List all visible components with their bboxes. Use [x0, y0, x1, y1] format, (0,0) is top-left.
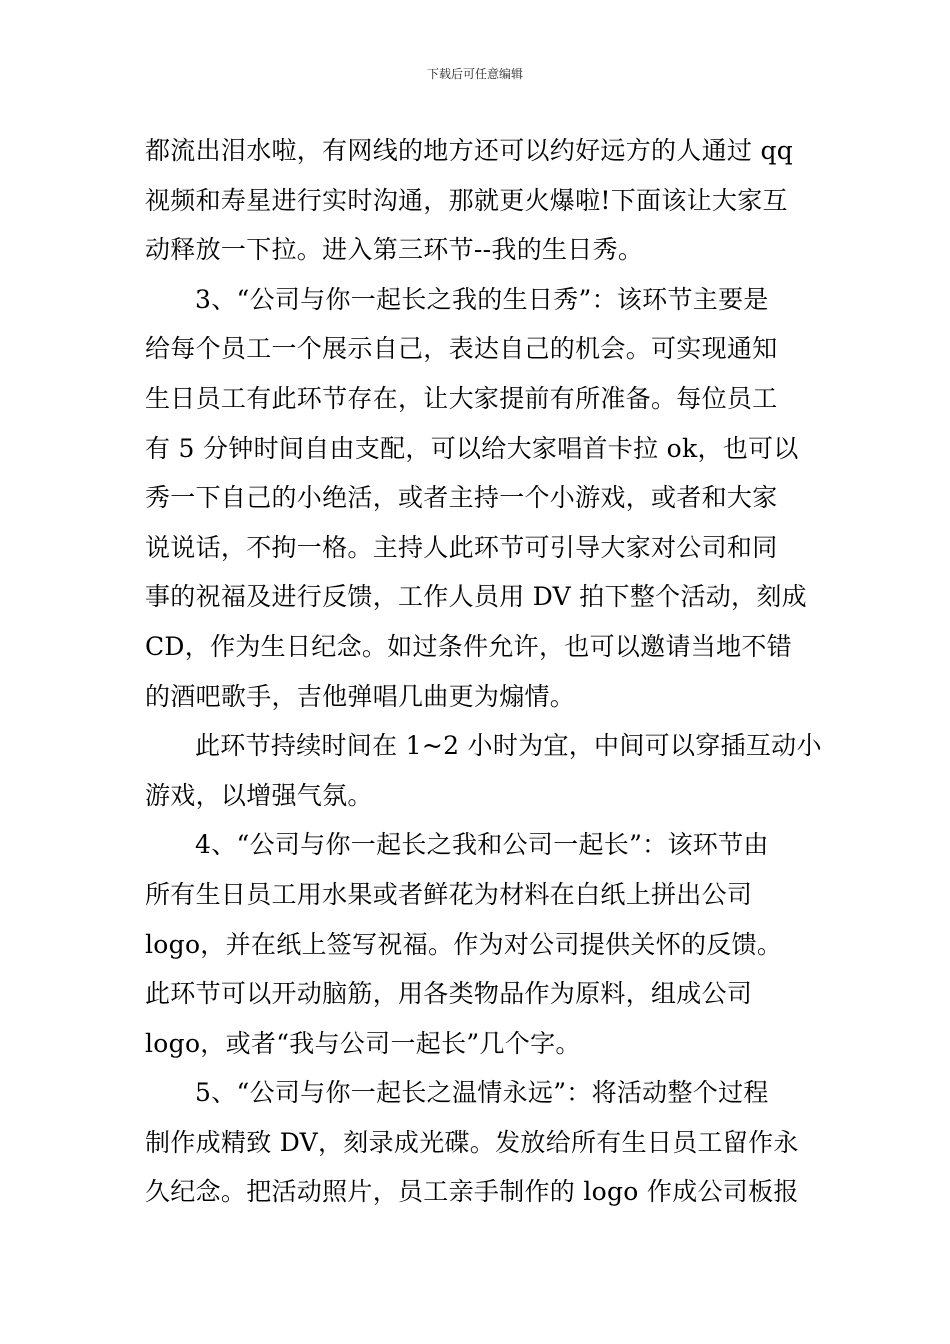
- paragraph-start-line: 4、“公司与你一起长之我和公司一起长”：该环节由: [195, 830, 769, 860]
- text-line: 视频和寿星进行实时沟通，那就更火爆啦!下面该让大家互: [145, 185, 788, 215]
- text-line: CD，作为生日纪念。如过条件允许，也可以邀请当地不错: [145, 631, 792, 661]
- text-line: 秀一下自己的小绝活，或者主持一个小游戏，或者和大家: [145, 483, 778, 513]
- text-line: 生日员工有此环节存在，让大家提前有所准备。每位员工: [145, 383, 778, 413]
- page-header: 下载后可任意编辑: [426, 67, 523, 81]
- text-line: 所有生日员工用水果或者鲜花为材料在白纸上拼出公司: [145, 879, 753, 909]
- text-line: 动释放一下拉。进入第三环节--我的生日秀。: [145, 235, 644, 265]
- text-line: 说说话，不拘一格。主持人此环节可引导大家对公司和同: [145, 532, 778, 562]
- paragraph-start-line: 3、“公司与你一起长之我的生日秀”：该环节主要是: [195, 284, 769, 314]
- text-line: 久纪念。把活动照片，员工亲手制作的 logo 作成公司板报: [145, 1177, 799, 1207]
- text-line: 此环节可以开动脑筋，用各类物品作为原料，组成公司: [145, 979, 753, 1009]
- text-line: logo，或者“我与公司一起长”几个字。: [145, 1028, 581, 1058]
- text-line: 游戏，以增强气氛。: [145, 780, 373, 810]
- text-line: 事的祝福及进行反馈，工作人员用 DV 拍下整个活动，刻成: [145, 582, 807, 612]
- text-line: 给每个员工一个展示自己，表达自己的机会。可实现通知: [145, 334, 778, 364]
- paragraph-start-line: 此环节持续时间在 1~2 小时为宜，中间可以穿插互动小: [195, 731, 822, 761]
- text-line: 有 5 分钟时间自由支配，可以给大家唱首卡拉 ok，也可以: [145, 433, 799, 463]
- paragraph-start-line: 5、“公司与你一起长之温情永远”：将活动整个过程: [195, 1078, 769, 1108]
- document-body: [145, 126, 822, 1217]
- text-line: logo，并在纸上签写祝福。作为对公司提供关怀的反馈。: [145, 929, 783, 959]
- text-line: 制作成精致 DV，刻录成光碟。发放给所有生日员工留作永: [145, 1127, 799, 1157]
- text-line: 都流出泪水啦，有网线的地方还可以约好远方的人通过 qq: [145, 136, 794, 165]
- text-line: 的酒吧歌手，吉他弹唱几曲更为煽情。: [145, 681, 576, 711]
